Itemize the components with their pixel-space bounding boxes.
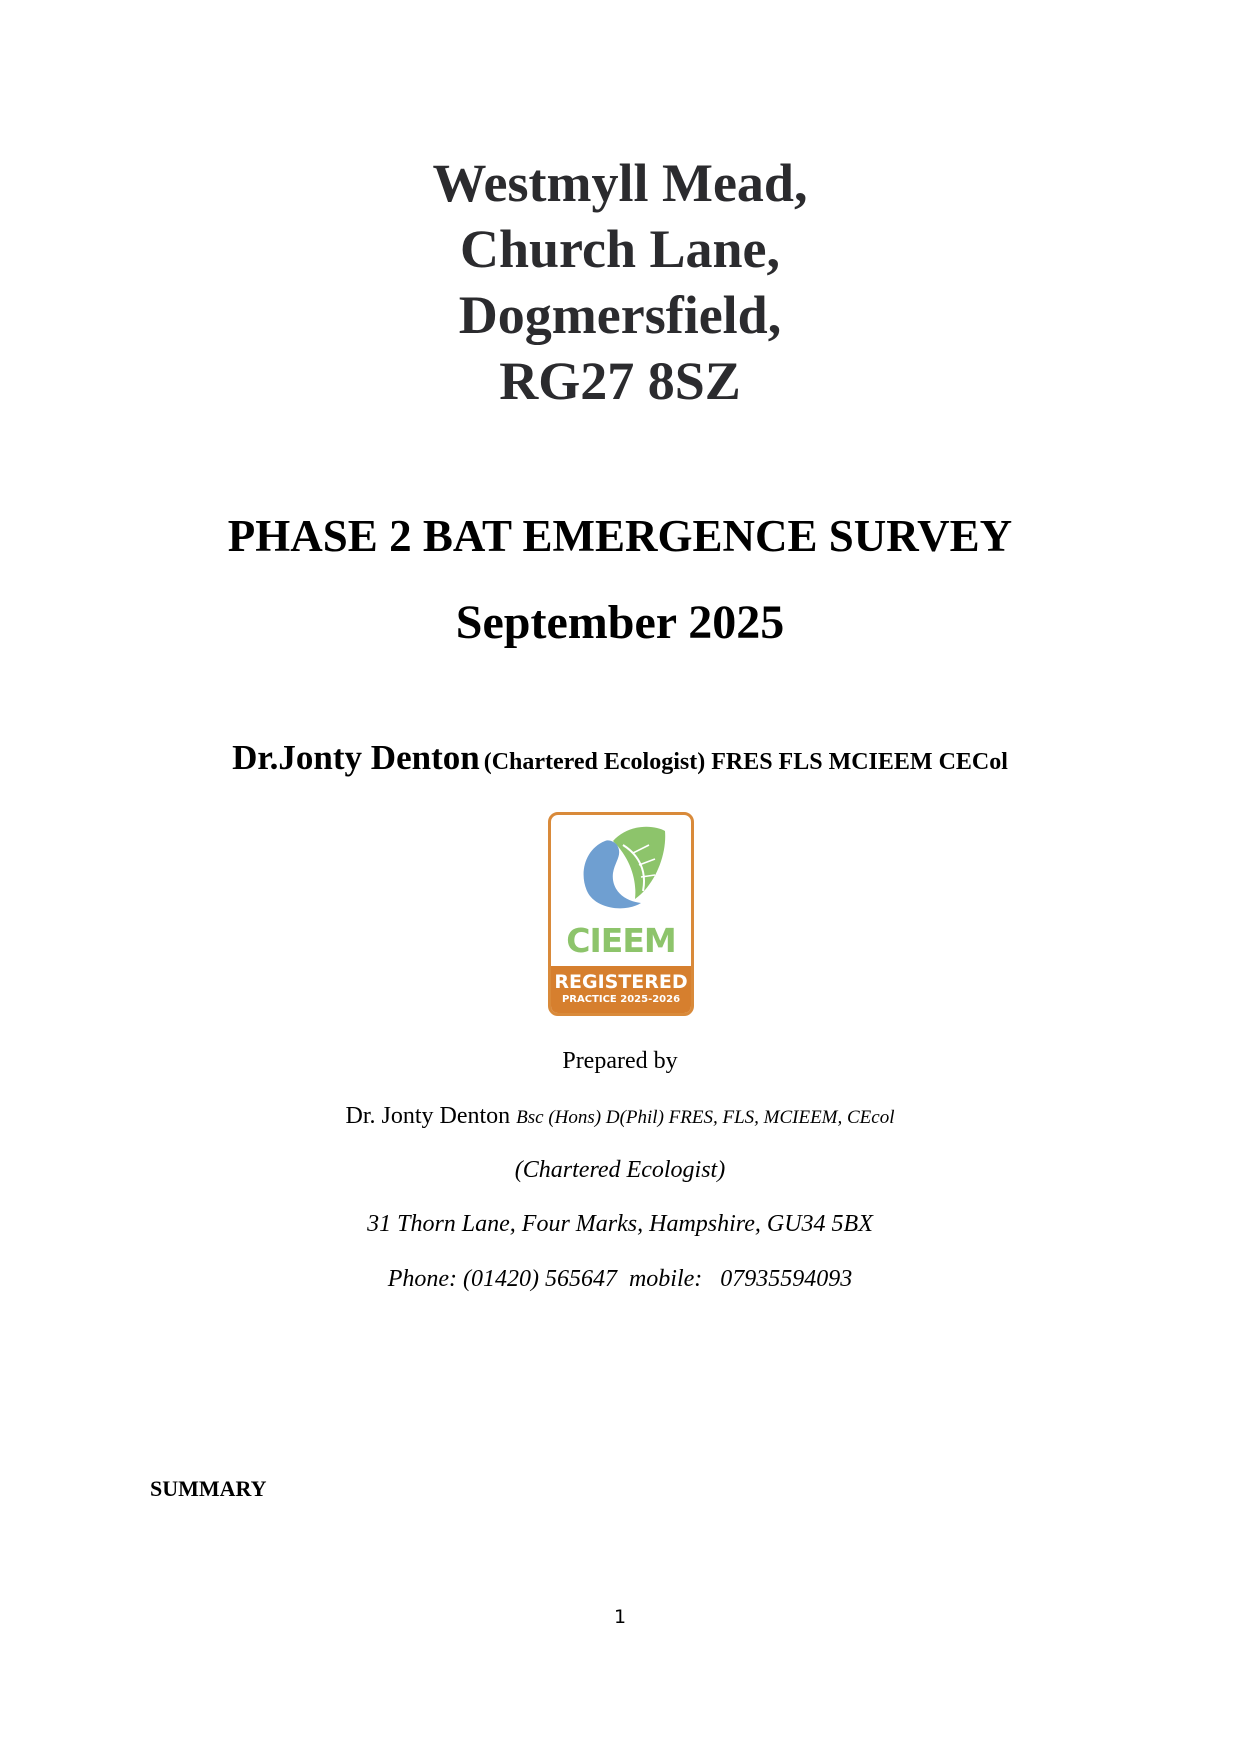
section-heading-summary: SUMMARY (150, 1476, 267, 1501)
site-address (0, 150, 1240, 414)
author-credentials: (Chartered Ecologist) FRES FLS MCIEEM CECol (483, 749, 1008, 775)
author-name: Dr.Jonty Denton (232, 738, 480, 777)
page-number: 1 (613, 1606, 627, 1628)
preparer-credentials: Bsc (Hons) D(Phil) FRES, FLS, MCIEEM, CEcol (516, 1107, 895, 1128)
report-title: PHASE 2 BAT EMERGENCE SURVEY (227, 511, 1013, 561)
address-line-2: Church Lane, (459, 219, 781, 279)
logo-wordmark: CIEEM (566, 921, 676, 960)
prepared-by-label: Prepared by (562, 1048, 678, 1074)
preparer-address: 31 Thorn Lane, Four Marks, Hampshire, GU34 5BX (367, 1211, 873, 1237)
author-line (0, 738, 1240, 778)
preparer-phone: Phone: (01420) 565647 mobile: 07935594093 (387, 1266, 853, 1292)
leaf-drop-icon (551, 815, 691, 925)
preparer-name: Dr. Jonty Denton (345, 1103, 511, 1129)
address-line-1: Westmyll Mead, (432, 153, 808, 213)
logo-band (551, 966, 691, 1016)
cieem-logo (548, 812, 694, 1016)
logo-registered: REGISTERED (554, 971, 688, 993)
logo-practice: PRACTICE 2025-2026 (561, 994, 681, 1005)
address-line-3: Dogmersfield, (458, 285, 782, 345)
preparer-line (0, 1103, 1240, 1130)
address-postcode: RG27 8SZ (499, 351, 741, 411)
chartered-status: (Chartered Ecologist) (514, 1157, 726, 1183)
report-date: September 2025 (455, 596, 785, 649)
